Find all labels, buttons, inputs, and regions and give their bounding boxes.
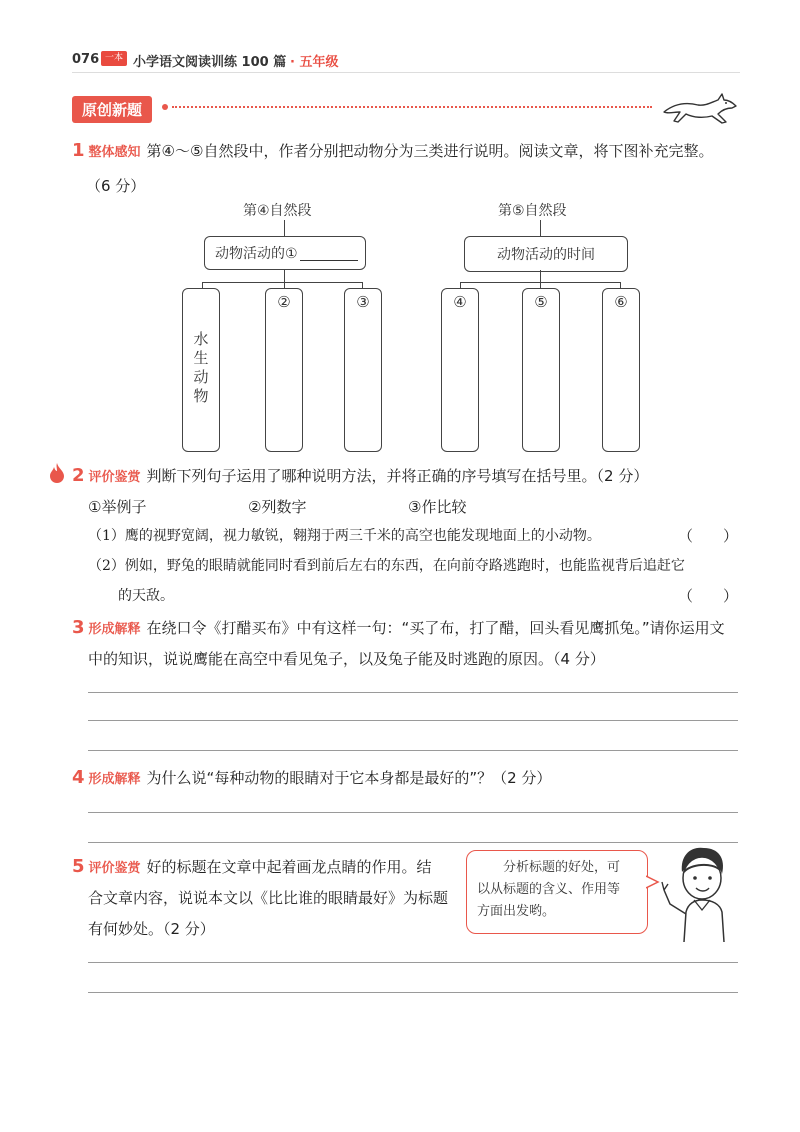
box-label: ⑥ bbox=[614, 293, 628, 311]
box-label: ⑤ bbox=[534, 293, 548, 311]
question-text: 判断下列句子运用了哪种说明方法，并将正确的序号填写在括号里。（2 分） bbox=[146, 467, 649, 485]
section-dot bbox=[162, 104, 168, 110]
answer-line[interactable] bbox=[88, 992, 738, 993]
box-label: ④ bbox=[453, 293, 467, 311]
hint-line: 方面出发哟。 bbox=[477, 904, 556, 919]
answer-paren[interactable]: （ ） bbox=[678, 527, 739, 545]
hint-line: 分析标题的好处，可 bbox=[503, 860, 621, 875]
diagram-box-4[interactable] bbox=[441, 288, 479, 452]
q2-item-1: （1）鹰的视野宽阔，视力敏锐，翱翔于两三千米的高空也能发现地面上的小动物。 bbox=[88, 528, 601, 544]
q2-item-2-cont: 的天敌。 bbox=[118, 588, 174, 604]
connector bbox=[284, 220, 285, 236]
answer-line[interactable] bbox=[88, 962, 738, 963]
book-title: 小学语文阅读训练 100 篇 bbox=[133, 55, 287, 70]
diagram-right-heading: 第⑤自然段 bbox=[498, 203, 567, 219]
question-tag: 评价鉴赏 bbox=[88, 861, 141, 876]
question-2 bbox=[72, 465, 648, 486]
answer-blank[interactable] bbox=[300, 246, 358, 261]
q2-item-2: （2）例如，野兔的眼睛就能同时看到前后左右的东西，在向前夺路逃跑时，也能监视背后追赶它 bbox=[88, 558, 685, 574]
section-label: 原创新题 bbox=[72, 96, 152, 123]
diagram-box-aquatic bbox=[182, 288, 220, 452]
answer-paren[interactable]: （ ） bbox=[678, 587, 739, 605]
question-text: 在绕口令《打醋买布》中有这样一句：“买了布，打了醋，回头看见鹰抓兔。”请你运用文 bbox=[146, 619, 725, 637]
box-label: 水生动物 bbox=[191, 331, 210, 407]
bubble-tail bbox=[646, 874, 660, 892]
flame-icon bbox=[48, 462, 66, 484]
header-divider bbox=[72, 72, 740, 73]
answer-line[interactable] bbox=[88, 720, 738, 721]
page-number: 076 bbox=[72, 52, 100, 67]
question-1 bbox=[72, 140, 713, 161]
question-text: 第④～⑤自然段中，作者分别把动物分为三类进行说明。阅读文章，将下图补充完整。 bbox=[146, 142, 714, 160]
question-tag: 评价鉴赏 bbox=[88, 470, 141, 485]
question-score: （6 分） bbox=[86, 177, 146, 195]
answer-line[interactable] bbox=[88, 842, 738, 843]
option-3: ③作比较 bbox=[408, 498, 467, 516]
section-dotted-line bbox=[172, 106, 652, 108]
answer-line[interactable] bbox=[88, 692, 738, 693]
answer-line[interactable] bbox=[88, 750, 738, 751]
connector bbox=[202, 282, 362, 283]
option-2: ②列数字 bbox=[248, 498, 307, 516]
book-logo: 一本 bbox=[101, 51, 127, 66]
connector bbox=[284, 270, 285, 282]
question-text-cont: 有何妙处。（2 分） bbox=[88, 920, 215, 938]
question-tag: 形成解释 bbox=[88, 622, 141, 637]
option-1: ①举例子 bbox=[88, 498, 147, 516]
question-text-cont: 合文章内容，说说本文以《比比谁的眼睛最好》为标题 bbox=[88, 889, 449, 907]
question-5 bbox=[72, 856, 432, 877]
diagram-left-center-box bbox=[204, 236, 366, 270]
box-label: ③ bbox=[356, 293, 370, 311]
diagram-left-heading: 第④自然段 bbox=[243, 203, 312, 219]
question-text-cont: 中的知识，说说鹰能在高空中看见兔子，以及兔子能及时逃跑的原因。（4 分） bbox=[88, 650, 605, 668]
question-number: 2 bbox=[72, 465, 85, 486]
question-tag: 整体感知 bbox=[88, 145, 141, 160]
cat-icon bbox=[660, 86, 742, 126]
diagram-box-2[interactable] bbox=[265, 288, 303, 452]
hint-line: 以从标题的含义、作用等 bbox=[477, 882, 621, 897]
question-text: 为什么说“每种动物的眼睛对于它本身都是最好的”？（2 分） bbox=[146, 769, 552, 787]
box-label: ② bbox=[277, 293, 291, 311]
question-number: 1 bbox=[72, 140, 85, 161]
question-text: 好的标题在文章中起着画龙点睛的作用。结 bbox=[146, 858, 432, 876]
answer-line[interactable] bbox=[88, 812, 738, 813]
question-number: 5 bbox=[72, 856, 85, 877]
center-box-label: 动物活动的① bbox=[215, 246, 298, 262]
diagram-box-6[interactable] bbox=[602, 288, 640, 452]
diagram-box-5[interactable] bbox=[522, 288, 560, 452]
connector bbox=[540, 270, 541, 282]
connector bbox=[540, 220, 541, 236]
hint-bubble bbox=[466, 850, 648, 934]
question-number: 4 bbox=[72, 767, 85, 788]
question-number: 3 bbox=[72, 617, 85, 638]
boy-illustration-icon bbox=[660, 842, 744, 946]
diagram-right-center-box: 动物活动的时间 bbox=[464, 236, 628, 272]
diagram-box-3[interactable] bbox=[344, 288, 382, 452]
question-tag: 形成解释 bbox=[88, 772, 141, 787]
grade-label: · 五年级 bbox=[290, 55, 339, 70]
question-3 bbox=[72, 617, 725, 638]
question-4 bbox=[72, 767, 551, 788]
